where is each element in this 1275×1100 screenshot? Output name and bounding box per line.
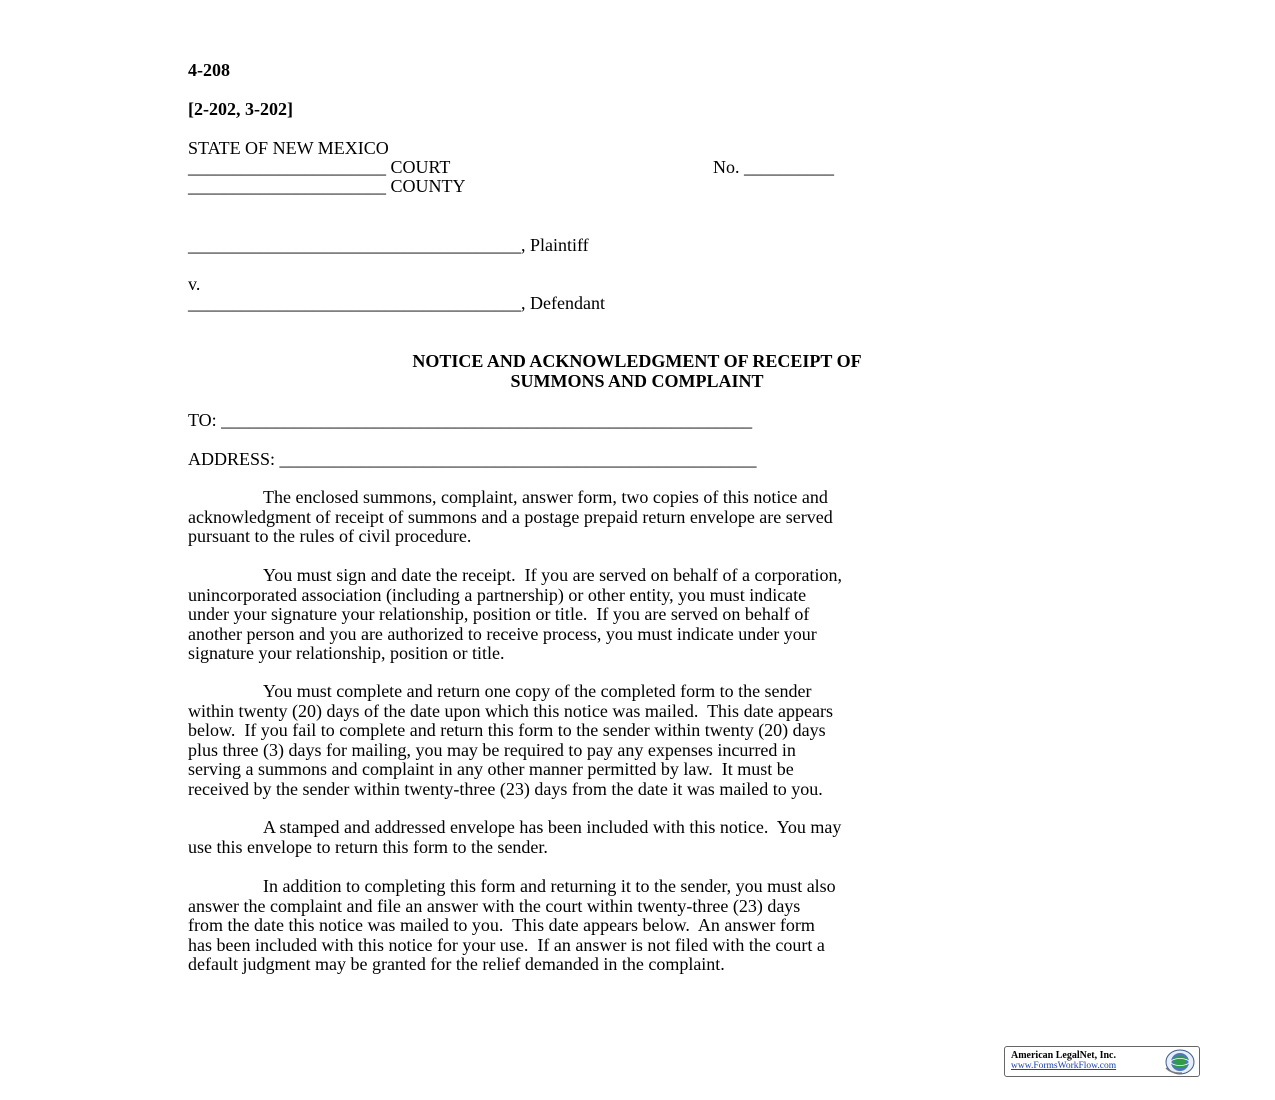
rule-references: [2-202, 3-202] <box>188 99 293 119</box>
defendant-field: _____________________________________, Defendant <box>188 293 605 313</box>
paragraph-line: from the date this notice was mailed to you. This date appears below. An answer form <box>188 915 815 935</box>
globe-icon <box>1160 1048 1196 1076</box>
paragraph-line: The enclosed summons, complaint, answer form, two copies of this notice and <box>263 487 828 507</box>
footer-website-link[interactable]: www.FormsWorkFlow.com <box>1011 1061 1117 1071</box>
plaintiff-field: _____________________________________, Plaintiff <box>188 235 589 255</box>
paragraph-line: plus three (3) days for mailing, you may be required to pay any expenses incurred in <box>188 739 796 760</box>
paragraph-line: use this envelope to return this form to the sender. <box>188 836 548 857</box>
versus-label: v. <box>188 274 201 294</box>
paragraph-return-deadline <box>188 682 1088 799</box>
case-number-field: No. __________ <box>713 157 834 177</box>
paragraph-line: has been included with this notice for your use. If an answer is not filed with the court a <box>188 934 825 955</box>
document-title <box>188 351 1086 391</box>
paragraph-line: answer the complaint and file an answer with the court within twenty-three (23) days <box>188 895 801 916</box>
paragraph-line: acknowledgment of receipt of summons and a postage prepaid return envelope are served <box>188 506 833 527</box>
county-blank-field: ______________________ COUNTY <box>188 176 466 196</box>
paragraph-line: A stamped and addressed envelope has been included with this notice. You may <box>263 817 842 837</box>
state-heading: STATE OF NEW MEXICO <box>188 138 389 158</box>
paragraph-envelope <box>188 818 1088 857</box>
paragraph-line: serving a summons and complaint in any other manner permitted by law. It must be <box>188 759 794 779</box>
paragraph-line: another person and you are authorized to receive process, you must indicate under your <box>188 623 817 644</box>
title-line-1: NOTICE AND ACKNOWLEDGMENT OF RECEIPT OF <box>412 351 862 371</box>
paragraph-sign-receipt <box>188 566 1088 664</box>
paragraph-answer-complaint <box>188 877 1088 975</box>
paragraph-line: under your signature your relationship, position or title. If you are served on behalf of <box>188 604 810 624</box>
court-blank-field: ______________________ COURT <box>188 157 451 177</box>
paragraph-line: default judgment may be granted for the relief demanded in the complaint. <box>188 954 725 974</box>
title-line-2: SUMMONS AND COMPLAINT <box>510 371 764 391</box>
paragraph-line: You must complete and return one copy of the completed form to the sender <box>263 681 812 701</box>
paragraph-line: signature your relationship, position or title. <box>188 643 505 663</box>
paragraph-line: In addition to completing this form and returning it to the sender, you must also <box>263 876 836 896</box>
footer-logo-badge <box>1004 1046 1200 1077</box>
to-field: TO: ___________________________________________________________ <box>188 410 753 430</box>
form-number: 4-208 <box>188 60 230 80</box>
paragraph-line: received by the sender within twenty-three (23) days from the date it was mailed to you. <box>188 778 823 799</box>
paragraph-line: below. If you fail to complete and return this form to the sender within twenty (20) days <box>188 720 826 740</box>
footer-company-name: American LegalNet, Inc. <box>1011 1050 1116 1061</box>
paragraph-enclosed-documents <box>188 488 1088 547</box>
paragraph-line: unincorporated association (including a partnership) or other entity, you must indicate <box>188 584 807 605</box>
paragraph-line: pursuant to the rules of civil procedure. <box>188 526 472 546</box>
paragraph-line: within twenty (20) days of the date upon which this notice was mailed. This date appears <box>188 700 834 721</box>
address-field: ADDRESS: _____________________________________________________ <box>188 449 757 469</box>
paragraph-line: You must sign and date the receipt. If you are served on behalf of a corporation, <box>263 565 842 585</box>
